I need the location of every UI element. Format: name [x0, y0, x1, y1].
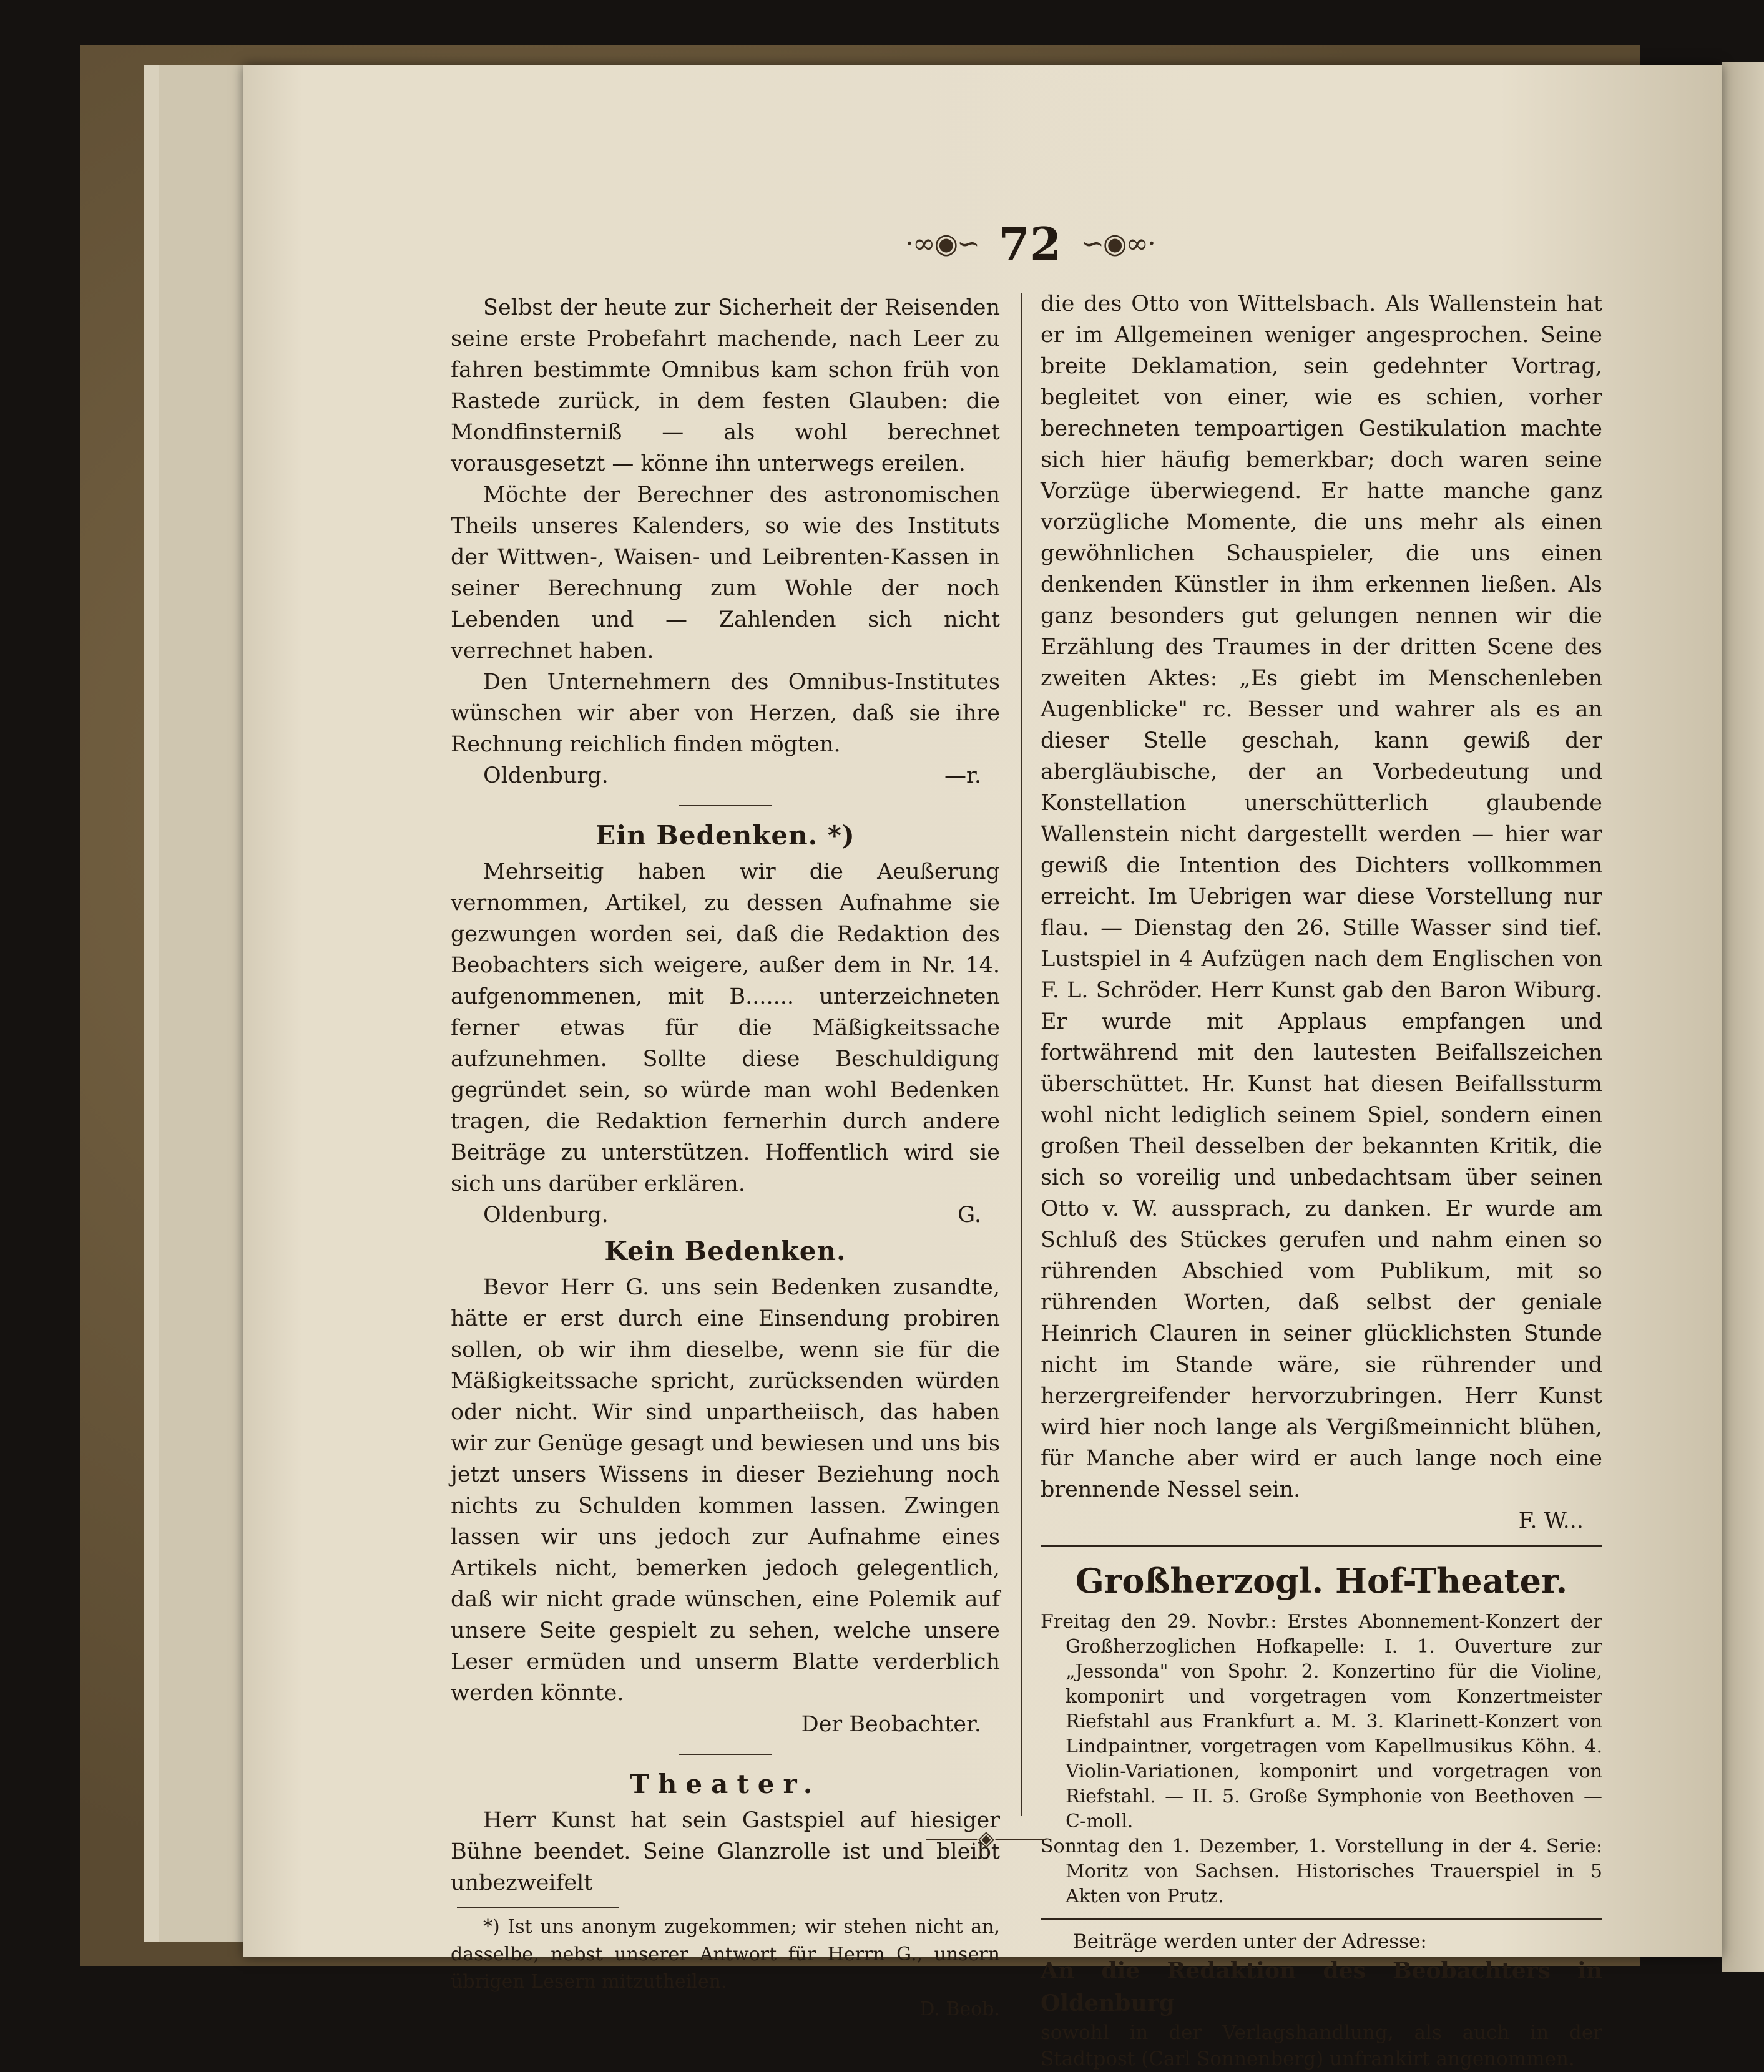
footnote-sig: D. Beob.: [919, 1998, 1000, 2020]
section3-paragraph: Herr Kunst hat sein Gastspiel auf hiesiger Bühne beendet. Seine Glanzrolle ist und bleibt unbezweifelt: [451, 1808, 1000, 1895]
section2-sig: Der Beobachter.: [801, 1712, 981, 1737]
section-separator-2: [679, 1754, 772, 1755]
intro-paragraph-3: Den Unternehmern des Omnibus-Institutes wünschen wir aber von Herzen, daß sie ihre Rechnung reichlich finden mögten.: [451, 670, 1000, 757]
header-ornament-left: ·∞◉∽: [904, 227, 979, 260]
right-column: [1041, 288, 1602, 2072]
section2-paragraph: Bevor Herr G. uns sein Bedenken zusandte, hätte er erst durch eine Einsendung probiren sollen, ob wir ihm dieselbe, wenn sie für die Mäßigkeitssache spricht, zurücksenden würden oder nicht. Wir sind unpartheiisch, das haben wir zur Genüge gesagt und bewiesen und uns bis jetzt unsers Wissens in dieser Beziehung noch nichts zu Schulden kommen lassen. Zwingen lassen wir uns jedoch zur Aufnahme eines Artikels nicht, bemerken jedoch gelegentlich, daß wir nicht grade wünschen, eine Polemik auf unsere Seite gespielt zu sehen, welche unsere Leser ermüden und unserm Blatte verderblich werden könnte.: [451, 1275, 1000, 1706]
section-separator: [679, 805, 772, 806]
program-entry-friday: Freitag den 29. Novbr.: Erstes Abonnement-Konzert der Großherzoglichen Hofkapelle: I. 1. Ouverture zur „Jessonda" von Spohr. 2. Konzertino für die Violine, komponirt und vorgetragen vom Konzertmeister Riefstahl aus Frankfurt a. M. 3. Klarinett-Konzert von Lindpaintner, vorgetragen vom Kapellmusikus Köhn. 4. Violin-Variationen, komponirt und vorgetragen von Riefstahl. — II. 5. Große Symphonie von Beethoven — C-moll.: [1041, 1611, 1602, 1832]
intro-paragraph-1: Selbst der heute zur Sicherheit der Reisenden seine erste Probefahrt machende, nach Leer zu fahren bestimmte Omnibus kam schon früh von Rastede zurück, in dem festen Glauben: die Mondfinsterniß — als wohl berechnet vorausgesetzt — könne ihn unterwegs ereilen.: [451, 295, 1000, 476]
theater-signature: [1041, 1505, 1602, 1537]
section3-heading: Theater.: [629, 1769, 821, 1799]
section1-heading: Ein Bedenken. *): [595, 820, 855, 851]
theater-review-paragraph: die des Otto von Wittelsbach. Als Wallenstein hat er im Allgemeinen weniger angesprochen. Seine breite Deklamation, sein gedehnter Vortrag, begleitet von einer, wie es schien, vorher berechneten tempoartigen Gestikulation machte sich hier häufig bemerkbar; doch waren seine Vorzüge überwiegend. Er hatte manche ganz vorzügliche Momente, die uns mehr als einen gewöhnlichen Schauspieler, die uns einen denkenden Künstler in ihm erkennen ließen. Als ganz besonders gut gelungen nennen wir die Erzählung des Traumes in der dritten Scene des zweiten Aktes: „Es giebt im Menschenleben Augenblicke" rc. Besser und wahrer als es an dieser Stelle geschah, kann gewiß der abergläubische, der an Vorbedeutung und Konstellation unerschütterlich glaubende Wallenstein nicht dargestellt werden — hier war gewiß die Intention des Dichters vollkommen erreicht. Im Uebrigen war diese Vorstellung nur flau. — Dienstag den 26. Stille Wasser sind tief. Lustspiel in 4 Aufzügen nach dem Englischen von F. L. Schröder. Herr Kunst gab den Baron Wiburg. Er wurde mit Applaus empfangen und fortwährend mit den lautesten Beifallszeichen überschüttet. Hr. Kunst hat diesen Beifallssturm wohl nicht lediglich seinem Spiel, sondern einen großen Theil desselben der bekannten Kritik, die sich so voreilig und unbedachtsam über seinen Otto v. W. aussprach, zu danken. Er wurde am Schluß des Stückes gerufen und nahm einen so rührenden Abschied vom Publikum, mit so rührenden Worten, daß selbst der geniale Heinrich Clauren in seiner glücklichsten Stunde nicht im Stande wäre, sie rührender und herzergreifender hervorzubringen. Herr Kunst wird hier noch lange als Vergißmeinnicht blühen, für Manche aber wird er auch lange noch eine brennende Nessel sein.: [1041, 291, 1602, 1502]
facing-page-edge: [1722, 62, 1764, 1972]
announcement-title: Großherzogl. Hof-Theater.: [1075, 1561, 1568, 1601]
page-number: 72: [998, 217, 1062, 270]
theater-sig: F. W...: [1518, 1508, 1584, 1533]
announcement-rule-bottom: [1041, 1918, 1602, 1920]
section1-signature: [451, 1200, 1000, 1231]
footnote-text: *) Ist uns anonym zugekommen; wir stehen nicht an, dasselbe, nebst unserer Antwort für Herrn G., unsern übrigen Lesern mitzutheilen.: [451, 1916, 1000, 1993]
footnote-signature-row: [451, 1996, 1000, 2023]
section2-signature: [451, 1709, 1000, 1740]
page-header: [874, 218, 1186, 268]
column-divider: [1021, 293, 1022, 1816]
section2-heading: Kein Bedenken.: [604, 1236, 846, 1266]
intro-paragraph-2: Möchte der Berechner des astronomischen Theils unseres Kalenders, so wie des Instituts der Wittwen-, Waisen- und Leibrenten-Kassen in seiner Berechnung zum Wohle der noch Lebenden und — Zahlenden sich nicht verrechnet haben.: [451, 482, 1000, 663]
page-edges-inner: [159, 65, 245, 1942]
intro-sig-author: —r.: [944, 763, 981, 788]
contrib-rest: sowohl in der Verlagshandlung, als auch in der Stadtpost (Carl Sonnenberg) unfrankirt angenommen.: [1041, 2021, 1602, 2070]
contrib-intro: Beiträge werden unter der Adresse:: [1073, 1930, 1427, 1953]
footnote-rule: [457, 1907, 619, 1908]
footnote: [451, 1913, 1000, 2023]
contributions-notice: [1041, 1928, 1602, 2072]
contrib-address: An die Redaktion des Beobachters in Oldenburg: [1041, 1958, 1602, 2016]
program-entry-sunday: Sonntag den 1. Dezember, 1. Vorstellung in der 4. Serie: Moritz von Sachsen. Historisches Trauerspiel in 5 Akten von Prutz.: [1041, 1835, 1602, 1907]
header-ornament-right: ∽◉∞·: [1081, 227, 1155, 260]
program-listing: [1041, 1610, 1602, 1909]
intro-sig-place: Oldenburg.: [483, 763, 609, 788]
section1-sig-author: G.: [958, 1203, 981, 1228]
intro-signature: [451, 760, 1000, 791]
section1-paragraph: Mehrseitig haben wir die Aeußerung vernommen, Artikel, zu dessen Aufnahme sie gezwungen worden sei, daß die Redaktion des Beobachters sich weigere, außer dem in Nr. 14. aufgenommenen, mit B....... unterzeichneten ferner etwas für die Mäßigkeitssache aufzunehmen. Sollte diese Beschuldigung gegründet sein, so würde man wohl Bedenken tragen, die Redaktion fernerhin durch andere Beiträge zu unterstützen. Hoffentlich wird sie sich uns darüber erklären.: [451, 859, 1000, 1196]
section1-sig-place: Oldenburg.: [483, 1203, 609, 1228]
left-column: [451, 292, 1000, 2023]
footer-ornament: ⸻◈⸻: [925, 1826, 1047, 1851]
announcement-rule-top: [1041, 1545, 1602, 1547]
